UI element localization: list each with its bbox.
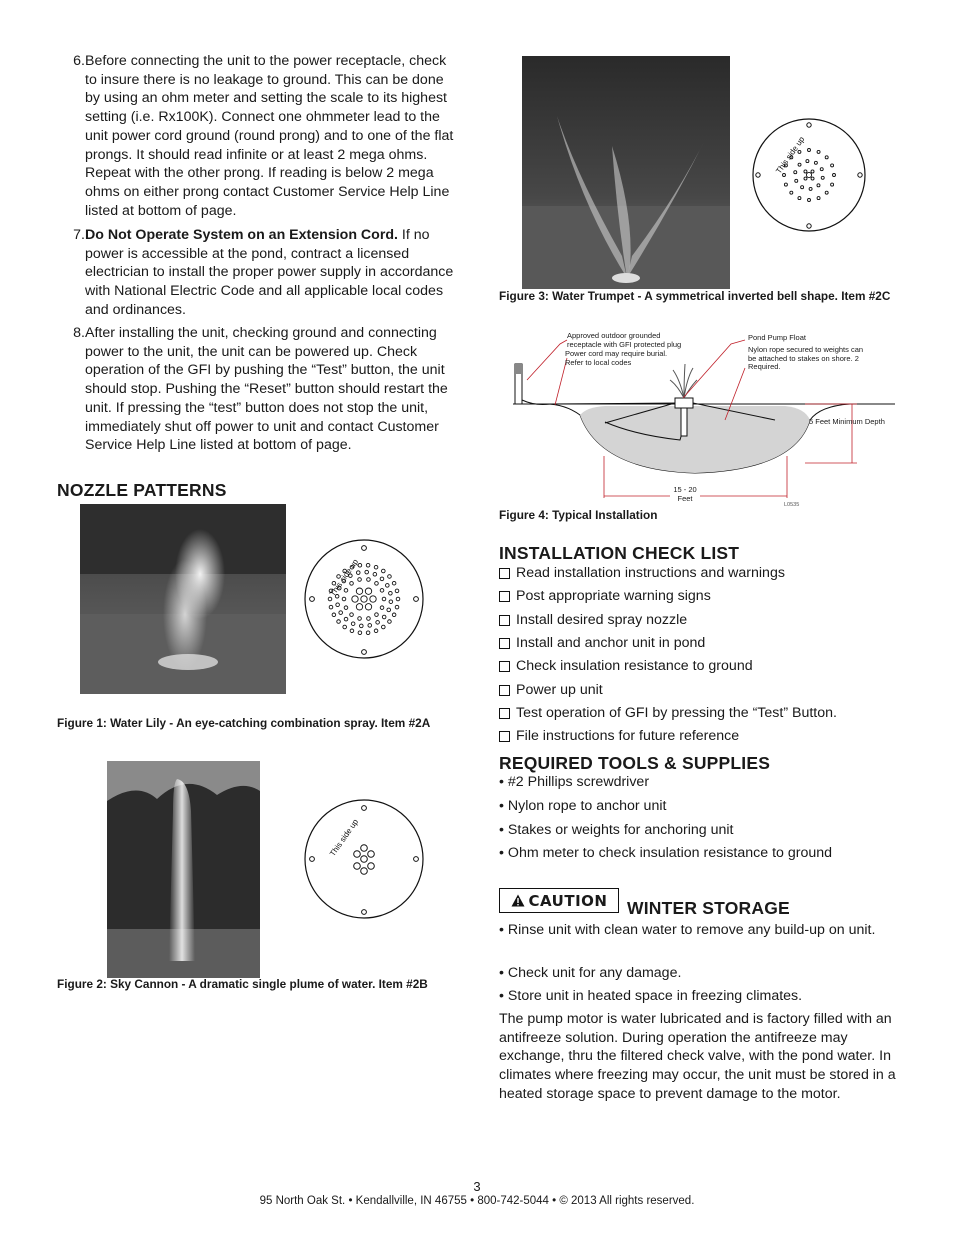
float-label: Pond Pump Float (748, 334, 806, 342)
caution-label: CAUTION (499, 888, 619, 913)
nozzle-hole (358, 631, 362, 635)
checkbox[interactable] (499, 708, 510, 719)
nozzle-hole (342, 597, 346, 601)
nozzle-hole (366, 563, 370, 567)
nozzle-hole (814, 161, 817, 164)
warning-triangle-icon (511, 894, 525, 907)
instruction-text: After installing the unit, checking ground and connecting power to the unit, the unit can be powered up. Check operation of the GFI by pushing the “Test” button, the unit should stop. Pushing the “Reset” button should restart the unit. If pressing the “test” button does not stop the unit, immediately shut off power to unit and contact Customer Service Help Line listed at bottom of page. (85, 325, 448, 454)
instruction-warning: Do Not Operate System on an Extension Cord. (85, 227, 398, 243)
sky-cannon-nozzle-diagram (299, 794, 429, 924)
instruction-item-8 (67, 324, 459, 455)
nozzle-hole (380, 577, 384, 581)
nozzle-hole (806, 160, 809, 163)
nozzle-hole (389, 600, 393, 604)
nozzle-hole (350, 613, 354, 617)
nozzle-hole (336, 603, 340, 607)
instruction-text: If no power is accessible at the pond, contract a licensed electrician to install the proper power supply in accordance with National Electric Code and all applicable local codes and ordinances. (85, 227, 454, 318)
nozzle-hole (811, 177, 814, 180)
checklist-item: Check insulation resistance to ground (499, 658, 753, 674)
nozzle-hole (373, 572, 377, 576)
nozzle-hole (376, 621, 380, 625)
nozzle-hole (831, 164, 834, 167)
instruction-item-7 (67, 226, 459, 320)
checkbox[interactable] (499, 615, 510, 626)
nozzle-hole (360, 624, 364, 628)
winter-item: • Store unit in heated space in freezing climates. (499, 988, 803, 1004)
nozzle-hole (798, 150, 801, 153)
nozzle-hole (344, 617, 348, 621)
figure-4-caption: Figure 4: Typical Installation (499, 508, 658, 522)
nozzle-hole (795, 179, 798, 182)
water-trumpet-nozzle-diagram (748, 114, 870, 236)
nozzle-hole (375, 582, 379, 586)
rope-label: Nylon rope secured to weights can be attached to stakes on shore. 2 Required. (748, 346, 864, 371)
nozzle-hole (798, 163, 801, 166)
nozzle-hole (375, 613, 379, 617)
cord-label: Power cord may require burial. Refer to local codes (565, 350, 668, 367)
checkbox[interactable] (499, 568, 510, 579)
nozzle-hole (358, 617, 362, 621)
nozzle-hole (806, 172, 811, 177)
figure-2-caption: Figure 2: Sky Cannon - A dramatic single plume of water. Item #2B (57, 977, 428, 991)
winter-item: • Rinse unit with clean water to remove any build-up on unit. (499, 922, 876, 938)
checkbox[interactable] (499, 661, 510, 672)
checkbox[interactable] (499, 731, 510, 742)
nozzle-hole (794, 171, 797, 174)
footer-address: 95 North Oak St. • Kendallville, IN 46755 • 800-742-5044 • © 2013 All rights reserved. (259, 1195, 695, 1207)
nozzle-hole (344, 606, 348, 610)
nozzle-hole (817, 184, 820, 187)
nozzle-hole (382, 569, 386, 573)
nozzle-hole (804, 177, 807, 180)
winter-paragraph: The pump motor is water lubricated and is factory filled with an antifreeze solution. During operation the antifreeze may exchange, thru the filtered check valve, with the pond water. In climates where freezing may occur, the unit must be stored in a heated storage space to prevent damage to the motor. (499, 1011, 896, 1102)
nozzle-hole (808, 149, 811, 152)
nozzle-hole (328, 597, 332, 601)
nozzle-hole (374, 629, 378, 633)
nozzle-hole (367, 617, 371, 621)
nozzle-hole (368, 624, 372, 628)
nozzle-hole (380, 606, 384, 610)
diagram-code: L0535 (784, 502, 800, 508)
nozzle-hole (337, 620, 341, 624)
nozzle-hole (825, 191, 828, 194)
nozzle-hole (344, 589, 348, 593)
nozzle-hole (821, 176, 824, 179)
installation-diagram (505, 330, 905, 510)
nozzle-hole (389, 591, 393, 595)
nozzle-hole (380, 589, 384, 593)
nozzle-hole (365, 588, 371, 594)
checkbox[interactable] (499, 685, 510, 696)
checklist-heading: INSTALLATION CHECK LIST (499, 543, 740, 563)
sky-cannon-photo (107, 761, 260, 978)
page-number: 3 (473, 1179, 481, 1194)
instruction-number: 7. (73, 227, 85, 243)
nozzle-hole (382, 625, 386, 629)
checklist-item: Post appropriate warning signs (499, 588, 711, 604)
depth-label: 5 Feet Minimum Depth (809, 418, 885, 426)
nozzle-hole (808, 199, 811, 202)
instruction-item-6 (67, 52, 459, 220)
nozzle-hole (358, 563, 362, 567)
nozzle-hole (367, 578, 371, 582)
nozzle-hole (382, 597, 386, 601)
instruction-number: 6. (73, 53, 85, 69)
checklist-item: Read installation instructions and warnings (499, 565, 785, 581)
nozzle-hole (395, 589, 399, 593)
checklist-item: File instructions for future reference (499, 728, 739, 744)
instruction-text: Before connecting the unit to the power receptacle, check to insure there is no leakage to ground. This can be done by using an ohm meter and setting the scale to its highest setting (i.e. Rx100K). Connect one ohmmeter lead to the unit power cord ground (round prong) and to one of the flat prongs. It should read infinite or at least 2 mega ohms. Repeat with the other prong. If reading is below 2 mega ohms on either prong contact Customer Service Help Line listed at bottom of page. (85, 53, 454, 219)
nozzle-hole (783, 174, 786, 177)
outlet-label: Approved outdoor grounded receptacle with GFI protected plug (567, 332, 682, 349)
nozzle-hole (798, 197, 801, 200)
instruction-number: 8. (73, 325, 85, 341)
checklist-item: Test operation of GFI by pressing the “Test” Button. (499, 705, 837, 721)
winter-storage-heading: WINTER STORAGE (627, 898, 790, 918)
checkbox[interactable] (499, 638, 510, 649)
nozzle-hole (365, 604, 371, 610)
nozzle-hole (833, 174, 836, 177)
figure-1-caption: Figure 1: Water Lily - An eye-catching combination spray. Item #2A (57, 716, 431, 730)
nozzle-hole (358, 578, 362, 582)
svg-text:This side up: This side up (328, 817, 361, 859)
nozzle-hole (825, 156, 828, 159)
nozzle-hole (790, 191, 793, 194)
nozzle-hole (831, 183, 834, 186)
nozzle-hole (382, 615, 386, 619)
tool-item: • #2 Phillips screwdriver (499, 774, 650, 790)
nozzle-hole (809, 187, 812, 190)
nozzle-hole (356, 604, 362, 610)
nozzle-hole (352, 596, 358, 602)
checkbox[interactable] (499, 591, 510, 602)
nozzle-hole (370, 596, 376, 602)
nozzle-hole (374, 565, 378, 569)
checklist-item: Install and anchor unit in pond (499, 635, 705, 651)
svg-text:This side up: This side up (774, 134, 807, 176)
nozzle-hole (392, 613, 396, 617)
water-trumpet-photo (522, 56, 730, 289)
nozzle-hole (396, 597, 400, 601)
nozzle-hole (350, 582, 354, 586)
nozzle-hole (395, 605, 399, 609)
tool-item: • Ohm meter to check insulation resistance to ground (499, 845, 833, 861)
nozzle-hole (817, 197, 820, 200)
nozzle-hole (339, 611, 343, 615)
nozzle-hole (356, 571, 360, 575)
distance-label: 15 - 20 Feet (670, 486, 700, 503)
nozzle-hole (817, 150, 820, 153)
nozzle-hole (801, 186, 804, 189)
tool-item: • Nylon rope to anchor unit (499, 798, 667, 814)
nozzle-hole (329, 605, 333, 609)
nozzle-hole (388, 575, 392, 579)
svg-text:This side up: This side up (328, 557, 361, 599)
nozzle-hole (804, 170, 807, 173)
nozzle-hole (811, 170, 814, 173)
tools-heading: REQUIRED TOOLS & SUPPLIES (499, 753, 771, 773)
figure-3-caption: Figure 3: Water Trumpet - A symmetrical inverted bell shape. Item #2C (499, 289, 891, 303)
nozzle-hole (392, 581, 396, 585)
nozzle-hole (365, 570, 369, 574)
water-lily-photo (80, 504, 286, 694)
nozzle-hole (343, 625, 347, 629)
winter-item: • Check unit for any damage. (499, 965, 682, 981)
checklist-item: Power up unit (499, 682, 603, 698)
nozzle-hole (356, 588, 362, 594)
water-lily-nozzle-diagram (299, 534, 429, 664)
nozzle-hole (350, 629, 354, 633)
nozzle-hole (332, 613, 336, 617)
nozzle-hole (351, 622, 355, 626)
nozzle-hole (386, 584, 390, 588)
nozzle-hole (388, 620, 392, 624)
nozzle-hole (361, 596, 367, 602)
checklist-item: Install desired spray nozzle (499, 612, 687, 628)
nozzle-hole (387, 608, 391, 612)
nozzle-hole (784, 183, 787, 186)
nozzle-hole (366, 631, 370, 635)
tool-item: • Stakes or weights for anchoring unit (499, 822, 734, 838)
nozzle-patterns-heading: NOZZLE PATTERNS (57, 480, 227, 500)
nozzle-hole (820, 168, 823, 171)
